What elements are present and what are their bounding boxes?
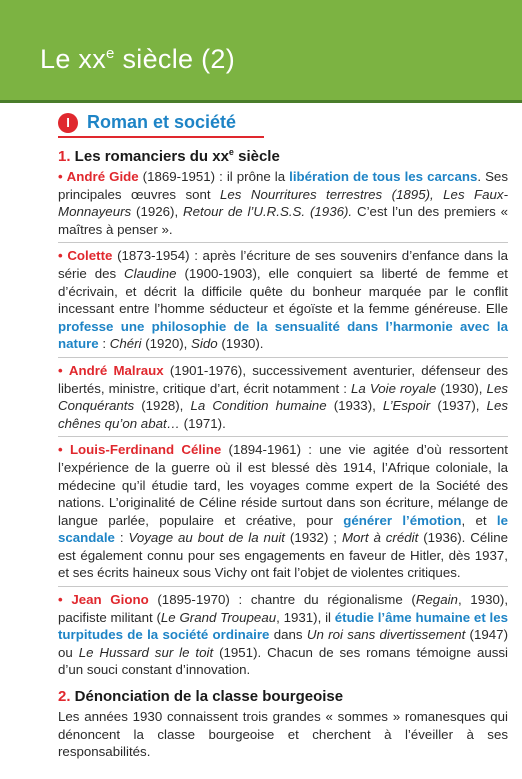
paragraph-malraux: • André Malraux (1901-1976), successivement aventurier, défenseur des libertés, ministre, critique d’art, écrit notamment : La Voie royale (1930), Les Conquérants (1928), La Condition humaine (1933), L’Espoir (1937), Les chênes qu’on abat… (1971). <box>58 362 508 437</box>
section-heading <box>58 112 264 138</box>
header-banner <box>0 0 522 104</box>
author-name: Jean Giono <box>71 592 149 608</box>
author-name: Colette <box>67 248 113 264</box>
bullet: • <box>58 592 63 608</box>
section-number-badge: I <box>58 113 78 133</box>
subsection-heading-2: 2. Dénonciation de la classe bourgeoise <box>58 688 344 706</box>
paragraph-colette: • Colette (1873-1954) : après l’écriture de ses souvenirs d’enfance dans la série des Claudine (1900-1903), elle conquiert sa liberté de femme et d’écrivain, et décrit la difficile quête du bonheur marquée par le conflit incessant entre l’homme séducteur et égoïste et la femme généreuse. Elle professe une philosophie de la sensualité dans l’harmonie avec la nature : Chéri (1920), Sido (1930). <box>58 247 508 358</box>
paragraph-gide: • André Gide (1869-1951) : il prône la libération de tous les carcans. Ses principales œuvres sont Les Nourritures terrestres (1895), Les Faux-Monnayeurs (1926), Retour de l’U.R.S.S. (1936). C’est l’un des premiers « maîtres à penser ». <box>58 168 508 243</box>
author-name: André Gide <box>66 169 139 184</box>
bullet: • <box>58 169 63 184</box>
bullet: • <box>58 248 63 264</box>
main-content <box>58 104 508 761</box>
author-name: Louis-Ferdinand Céline <box>69 442 222 458</box>
paragraph-closing: Les années 1930 connaissent trois grandes « sommes » romanesques qui dénoncent la classe bourgeoise et cherchent à l’éveiller à ses responsabilités. <box>58 709 508 760</box>
bullet: • <box>58 362 63 378</box>
page-title: Le $xx^e$ siècle (2) <box>40 44 236 74</box>
bullet: • <box>58 442 63 458</box>
header-rule <box>0 100 522 103</box>
subsection-heading-1: 1. Les romanciers du $xx^e$ siècle <box>58 147 280 165</box>
author-name: André Malraux <box>68 362 164 378</box>
section-title: Roman et société <box>87 112 237 132</box>
paragraph-giono: • Jean Giono (1895-1970) : chantre du régionalisme (Regain, 1930), pacifiste militant (Le Grand Troupeau, 1931), il étudie l’âme humaine et les turpitudes de la société ordinaire dans Un roi sans divertissement (1947) ou Le Hussard sur le toit (1951). Chacun de ses romans témoigne aussi d’un souci constant d’innovation. <box>58 592 509 678</box>
paragraph-celine: • Louis-Ferdinand Céline (1894-1961) : une vie agitée d’où ressortent l’expérience de la guerre où il est blessé dès 1914, l’Afrique coloniale, la médecine qu’il étudie tard, les voyages comme expert de la Société des nations. L’originalité de Céline réside surtout dans son écriture, mélange de langue parlée, populaire et créative, pour générer l’émotion, et le scandale : Voyage au bout de la nuit (1932) ; Mort à crédit (1936). Céline est également connu pour ses engagements en faveur de Hitler, dès 1937, et ses écrits haineux sous Vichy ont fait l’objet de violentes critiques. <box>58 441 508 587</box>
